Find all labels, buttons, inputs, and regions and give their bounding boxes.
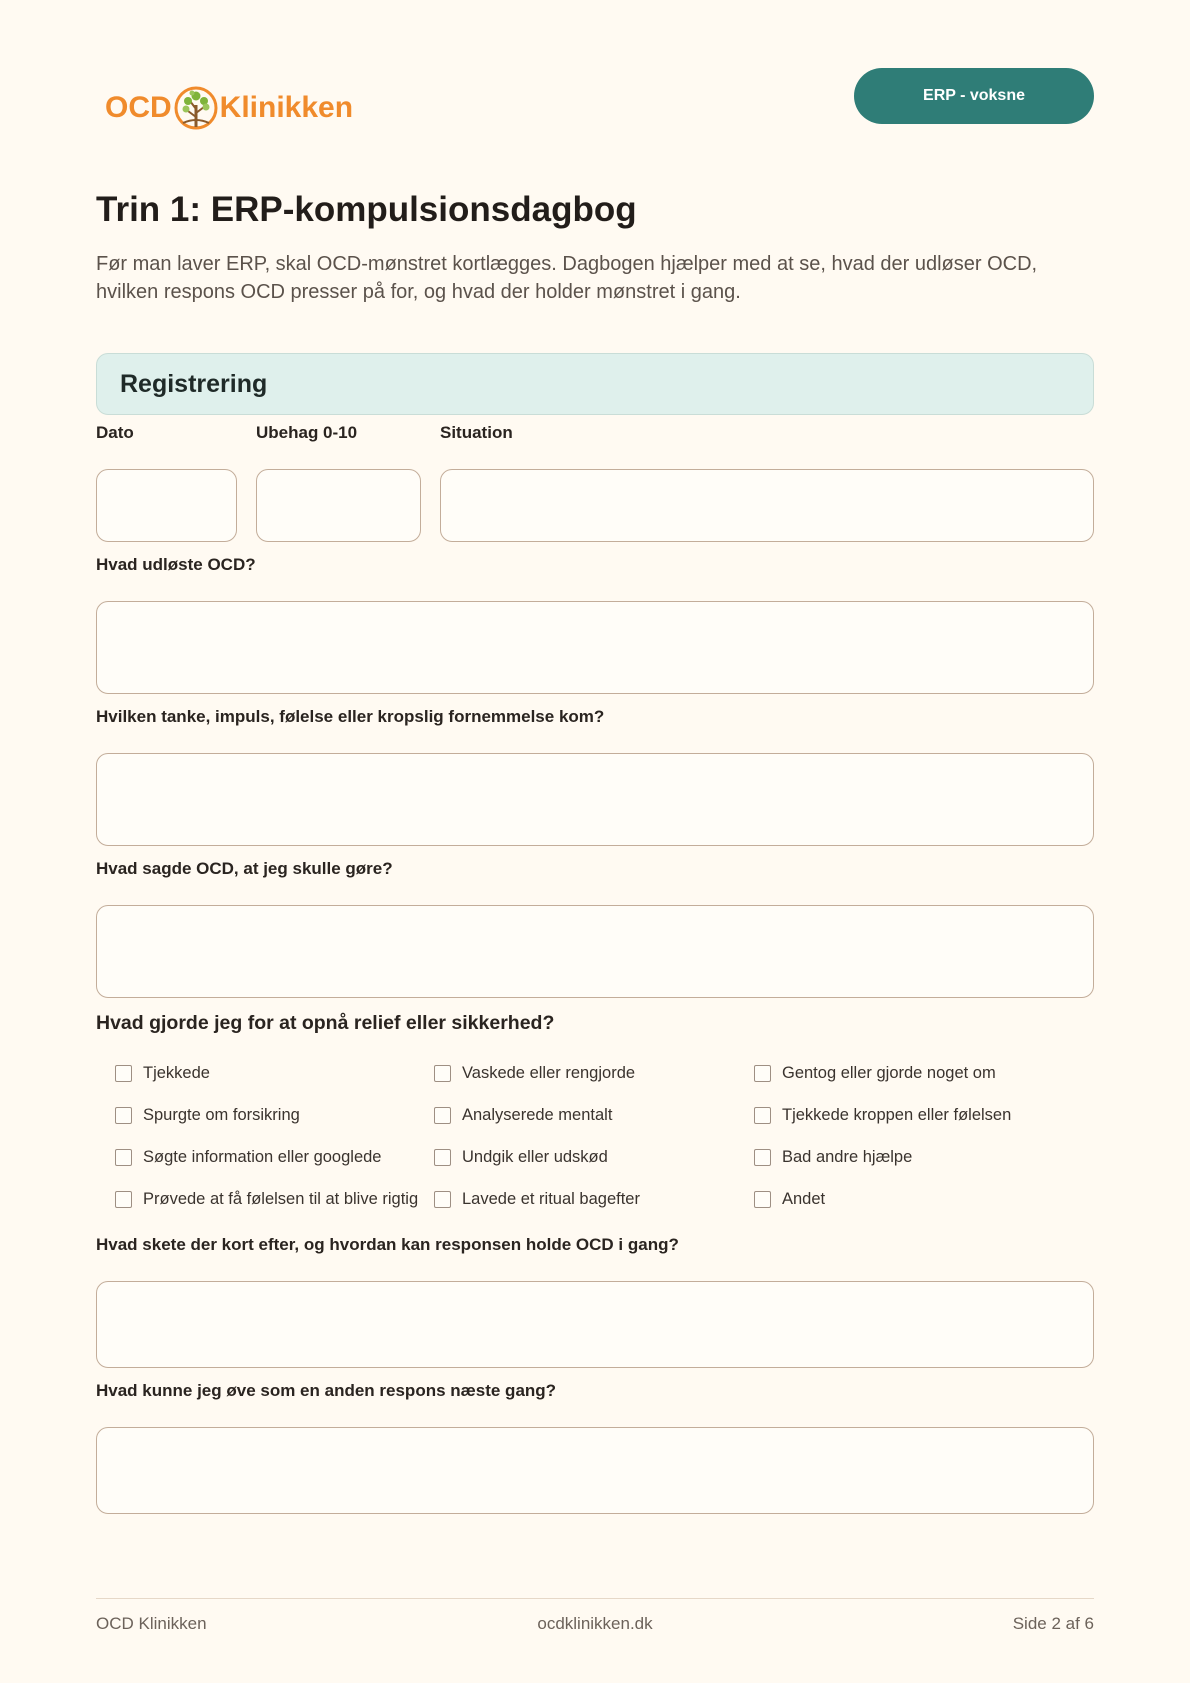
situation-label: Situation (440, 423, 513, 442)
tree-logo-icon (173, 83, 219, 133)
ocd-said-field[interactable] (96, 905, 1094, 998)
checkbox[interactable] (434, 1191, 451, 1208)
footer-page-number: Side 2 af 6 (1012, 1614, 1094, 1633)
checkbox[interactable] (754, 1149, 771, 1166)
situation-field[interactable] (440, 469, 1094, 542)
practice-field[interactable] (96, 1427, 1094, 1514)
checkbox-label: Undgik eller udskød (462, 1148, 608, 1166)
trigger-label: Hvad udløste OCD? (96, 555, 256, 574)
checkbox-label: Vaskede eller rengjorde (462, 1064, 636, 1082)
page-title: Trin 1: ERP-kompulsionsdagbog (96, 190, 637, 229)
worksheet-page (96, 0, 1094, 1683)
checkbox-label: Tjekkede kroppen eller følelsen (782, 1106, 1012, 1124)
checkbox-item[interactable] (434, 1064, 635, 1083)
footer-divider (96, 1598, 1094, 1599)
checkbox[interactable] (115, 1107, 132, 1124)
logo-text-klinikken: Klinikken (219, 91, 354, 124)
after-label: Hvad skete der kort efter, og hvordan kan responsen holde OCD i gang? (96, 1235, 679, 1254)
program-badge: ERP - voksne (854, 68, 1094, 124)
checkbox[interactable] (754, 1065, 771, 1082)
ubehag-label: Ubehag 0-10 (256, 423, 358, 442)
thought-label: Hvilken tanke, impuls, følelse eller kropslig fornemmelse kom? (96, 707, 605, 726)
practice-label: Hvad kunne jeg øve som en anden respons næste gang? (96, 1381, 557, 1400)
checkbox[interactable] (115, 1149, 132, 1166)
checkbox-item[interactable] (434, 1190, 640, 1209)
checkbox[interactable] (434, 1065, 451, 1082)
ubehag-field[interactable] (256, 469, 421, 542)
checkbox-label: Analyserede mentalt (462, 1106, 613, 1124)
checkbox-item[interactable] (115, 1190, 418, 1209)
checkbox-label: Gentog eller gjorde noget om (782, 1064, 996, 1082)
intro-paragraph: Før man laver ERP, skal OCD-mønstret kortlægges. Dagbogen hjælper med at se, hvad der udløser OCD, hvilken respons OCD presser på for, og hvad der holder mønstret i gang. (96, 253, 1038, 303)
trigger-field[interactable] (96, 601, 1094, 694)
ocd-said-label: Hvad sagde OCD, at jeg skulle gøre? (96, 859, 393, 878)
checkbox-item[interactable] (754, 1148, 912, 1167)
checkbox-item[interactable] (115, 1106, 300, 1125)
relief-label: Hvad gjorde jeg for at opnå relief eller sikkerhed? (96, 1012, 555, 1034)
checkbox-item[interactable] (754, 1190, 825, 1209)
dato-label: Dato (96, 423, 134, 442)
checkbox-item[interactable] (115, 1148, 381, 1167)
checkbox-label: Prøvede at få følelsen til at blive rigtig (143, 1190, 419, 1208)
checkbox-item[interactable] (434, 1148, 608, 1167)
checkbox-label: Lavede et ritual bagefter (462, 1190, 640, 1208)
dato-field[interactable] (96, 469, 237, 542)
after-field[interactable] (96, 1281, 1094, 1368)
checkbox-item[interactable] (434, 1106, 612, 1125)
checkbox-label: Søgte information eller googlede (143, 1148, 382, 1166)
logo-text-ocd: OCD (105, 91, 172, 124)
checkbox-label: Andet (782, 1190, 826, 1208)
checkbox[interactable] (754, 1107, 771, 1124)
checkbox[interactable] (434, 1149, 451, 1166)
footer-org: OCD Klinikken (96, 1614, 207, 1633)
footer-website[interactable]: ocdklinikken.dk (537, 1614, 653, 1633)
checkbox[interactable] (115, 1065, 132, 1082)
checkbox[interactable] (115, 1191, 132, 1208)
checkbox[interactable] (434, 1107, 451, 1124)
ocd-klinikken-logo (105, 80, 353, 136)
checkbox-item[interactable] (754, 1064, 996, 1083)
checkbox-item[interactable] (754, 1106, 1011, 1125)
checkbox[interactable] (754, 1191, 771, 1208)
section-heading: Registrering (96, 353, 1094, 415)
checkbox-label: Bad andre hjælpe (782, 1148, 913, 1166)
checkbox-item[interactable] (115, 1064, 210, 1083)
checkbox-label: Tjekkede (143, 1064, 210, 1082)
thought-field[interactable] (96, 753, 1094, 846)
checkbox-label: Spurgte om forsikring (143, 1106, 300, 1124)
